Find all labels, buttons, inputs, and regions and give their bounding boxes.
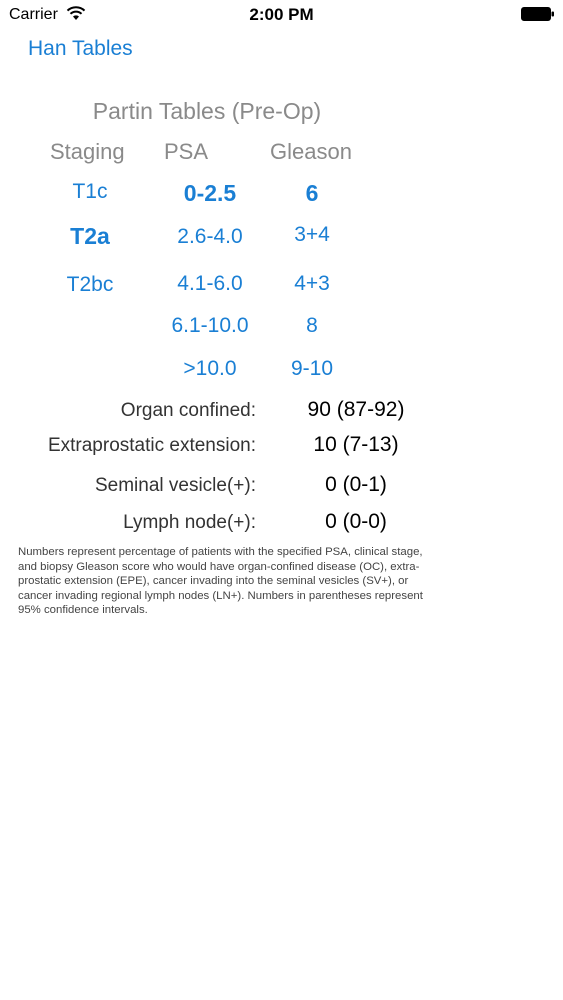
staging-header: Staging <box>50 139 125 164</box>
extraprostatic-extension-value: 10 (7-13) <box>313 433 399 456</box>
psa-option-6-1-10-0[interactable]: 6.1-10.0 <box>171 314 249 337</box>
psa-option-gt-10-0[interactable]: >10.0 <box>183 357 237 380</box>
footnote: Numbers represent percentage of patients with the specified PSA, clinical stage, and biopsy Gleason score who would have organ-confined disease (OC), extra-prostatic extension (EPE), cancer invading into the seminal vesicles (SV+), or cancer invading regional lymph nodes (LN+). Numbers in parentheses represent 95% confidence intervals. <box>18 546 423 617</box>
staging-option-t2a[interactable]: T2a <box>70 223 110 249</box>
extraprostatic-extension-label: Extraprostatic extension: <box>47 435 256 456</box>
organ-confined-value: 90 (87-92) <box>307 398 405 421</box>
psa-option-2-6-4-0[interactable]: 2.6-4.0 <box>177 225 243 248</box>
organ-confined-label: Organ confined: <box>120 400 256 421</box>
seminal-vesicle-label: Seminal vesicle(+): <box>94 475 256 496</box>
status-carrier: Carrier <box>9 6 58 23</box>
psa-option-4-1-6-0[interactable]: 4.1-6.0 <box>177 272 243 295</box>
gleason-header: Gleason <box>270 139 352 164</box>
staging-option-t2bc[interactable]: T2bc <box>66 273 114 296</box>
gleason-option-4-3[interactable]: 4+3 <box>294 272 330 295</box>
page-title: Partin Tables (Pre-Op) <box>92 98 322 124</box>
gleason-option-8[interactable]: 8 <box>306 314 318 337</box>
lymph-node-label: Lymph node(+): <box>123 512 256 533</box>
psa-option-0-2-5[interactable]: 0-2.5 <box>183 180 237 206</box>
status-time: 2:00 PM <box>249 5 314 24</box>
psa-header: PSA <box>164 139 209 164</box>
seminal-vesicle-value: 0 (0-1) <box>325 473 387 496</box>
gleason-option-3-4[interactable]: 3+4 <box>294 223 330 246</box>
staging-option-t1c[interactable]: T1c <box>72 180 108 203</box>
back-button[interactable]: Han Tables <box>28 37 133 60</box>
gleason-option-6[interactable]: 6 <box>305 180 319 206</box>
battery-icon <box>521 7 555 21</box>
gleason-option-9-10[interactable]: 9-10 <box>290 357 334 380</box>
lymph-node-value: 0 (0-0) <box>325 510 387 533</box>
